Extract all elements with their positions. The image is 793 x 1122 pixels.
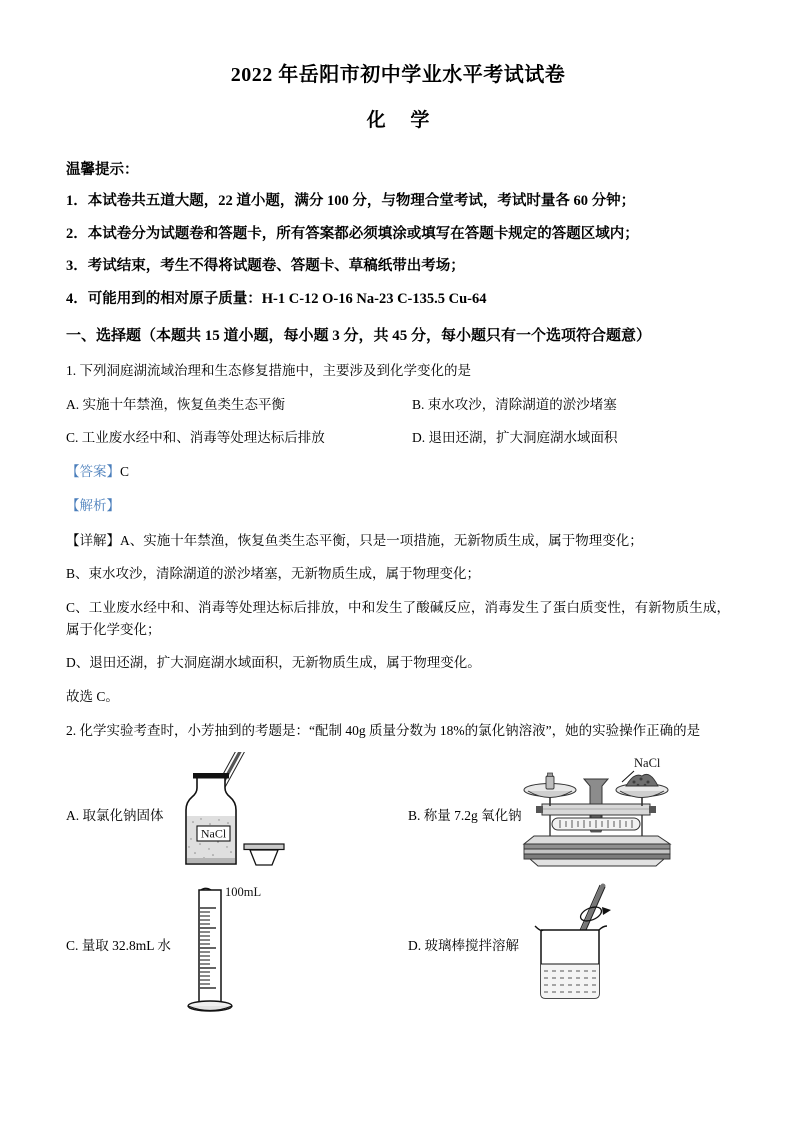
question-2-option-a-label: A. 取氯化钠固体 [66,808,164,824]
question-1-option-c[interactable]: C. 工业废水经中和、消毒等处理达标后排放 [66,430,325,446]
detail-tag: 【详解】 [66,532,120,548]
cylinder-capacity-label: 100mL [224,885,261,900]
page-title: 2022 年岳阳市初中学业水平考试试卷 [230,64,566,86]
answer-tag: 【答案】 [66,463,120,479]
bottle-stopper-icon [244,844,284,865]
question-1-analysis-line [66,497,730,516]
bottle-nacl-label: NaCl [200,826,226,841]
section-heading-multiple-choice: 一、选择题（本题共 15 道小题，每小题 3 分，共 45 分，每小题只有一个选项符合题意） [66,328,652,345]
graduated-cylinder-figure [171,882,296,1027]
question-1-options-row-2 [66,429,730,448]
question-1-detail-paragraph-c: C、工业废水经中和、消毒等处理达标后排放，中和发生了酸碱反应，消毒发生了蛋白质变性，有新物质生成，属于化学变化； [66,599,730,637]
page-content [66,0,730,1032]
beaker-shape [535,926,607,998]
notice-item-4: 4．可能用到的相对原子质量：H-1 C-12 O-16 Na-23 C-135.5 Cu-64 [66,290,487,307]
question-1-option-a[interactable]: A. 实施十年禁渔，恢复鱼类生态平衡 [66,397,285,413]
notice-item-1: 1．本试卷共五道大题，22 道小题，满分 100 分，与物理合堂考试，考试时量各 60 分钟； [66,193,636,209]
question-2-option-c[interactable] [66,882,296,1027]
question-2-figure-grid [66,752,730,1032]
balance-right-pan [616,775,668,798]
notice-item-3: 3．考试结束，考生不得将试题卷、答题卡、草稿纸带出考场； [66,258,465,275]
question-2-stem: 2. 化学实验考查时，小芳抽到的考题是：“配制 40g 质量分数为 18%的氯化钠溶液”，她的实验操作正确的是 [66,723,701,739]
question-2-option-b-label: B. 称量 7.2g 氧化钠 [408,808,522,824]
question-1-stem: 1. 下列洞庭湖流域治理和生态修复措施中，主要涉及到化学变化的是 [66,363,471,379]
question-1-detail-paragraph-d: D、退田还湖，扩大洞庭湖水域面积，无新物质生成，属于物理变化。 [66,655,481,671]
question-1-options-row-1 [66,396,730,415]
answer-value: C [120,463,130,479]
bottle-shape [186,773,236,864]
balance-graduation-bar [552,818,640,830]
balance-nacl-label: NaCl [633,756,661,771]
stir-rotation-arrow-icon [579,905,611,924]
subject-title: 化 学 [366,110,440,131]
detail-text-a: A、实施十年禁渔，恢复鱼类生态平衡，只是一项措施，无新物质生成，属于物理变化； [120,532,643,548]
balance-base [524,836,670,866]
question-1-answer-line [66,463,730,482]
question-1-option-b[interactable]: B. 束水攻沙，清除湖道的淤沙堵塞 [412,397,617,413]
question-2-option-d-label: D. 玻璃棒搅拌溶解 [408,938,519,954]
question-2-option-c-label: C. 量取 32.8mL 水 [66,938,171,954]
reagent-bottle-figure [164,752,289,877]
question-2-option-b[interactable] [408,752,682,877]
question-1-conclusion: 故选 C。 [66,688,119,704]
question-2-option-d[interactable] [408,882,654,1022]
notice-item-2: 2．本试卷分为试题卷和答题卡，所有答案都必须填涂或填写在答题卡规定的答题区域内； [66,225,639,242]
beaker-stirring-figure [519,882,654,1022]
question-1-detail-paragraph-b: B、束水攻沙，清除湖道的淤沙堵塞，无新物质生成，属于物理变化； [66,566,481,582]
question-1-option-d[interactable]: D. 退田还湖，扩大洞庭湖水域面积 [412,430,618,446]
balance-left-pan [524,773,576,798]
analysis-tag: 【解析】 [66,497,120,513]
question-2-option-a[interactable] [66,752,289,877]
notice-heading: 温馨提示： [66,162,139,178]
balance-scale-figure [522,752,682,877]
question-1-detail-paragraph-a [66,530,730,552]
